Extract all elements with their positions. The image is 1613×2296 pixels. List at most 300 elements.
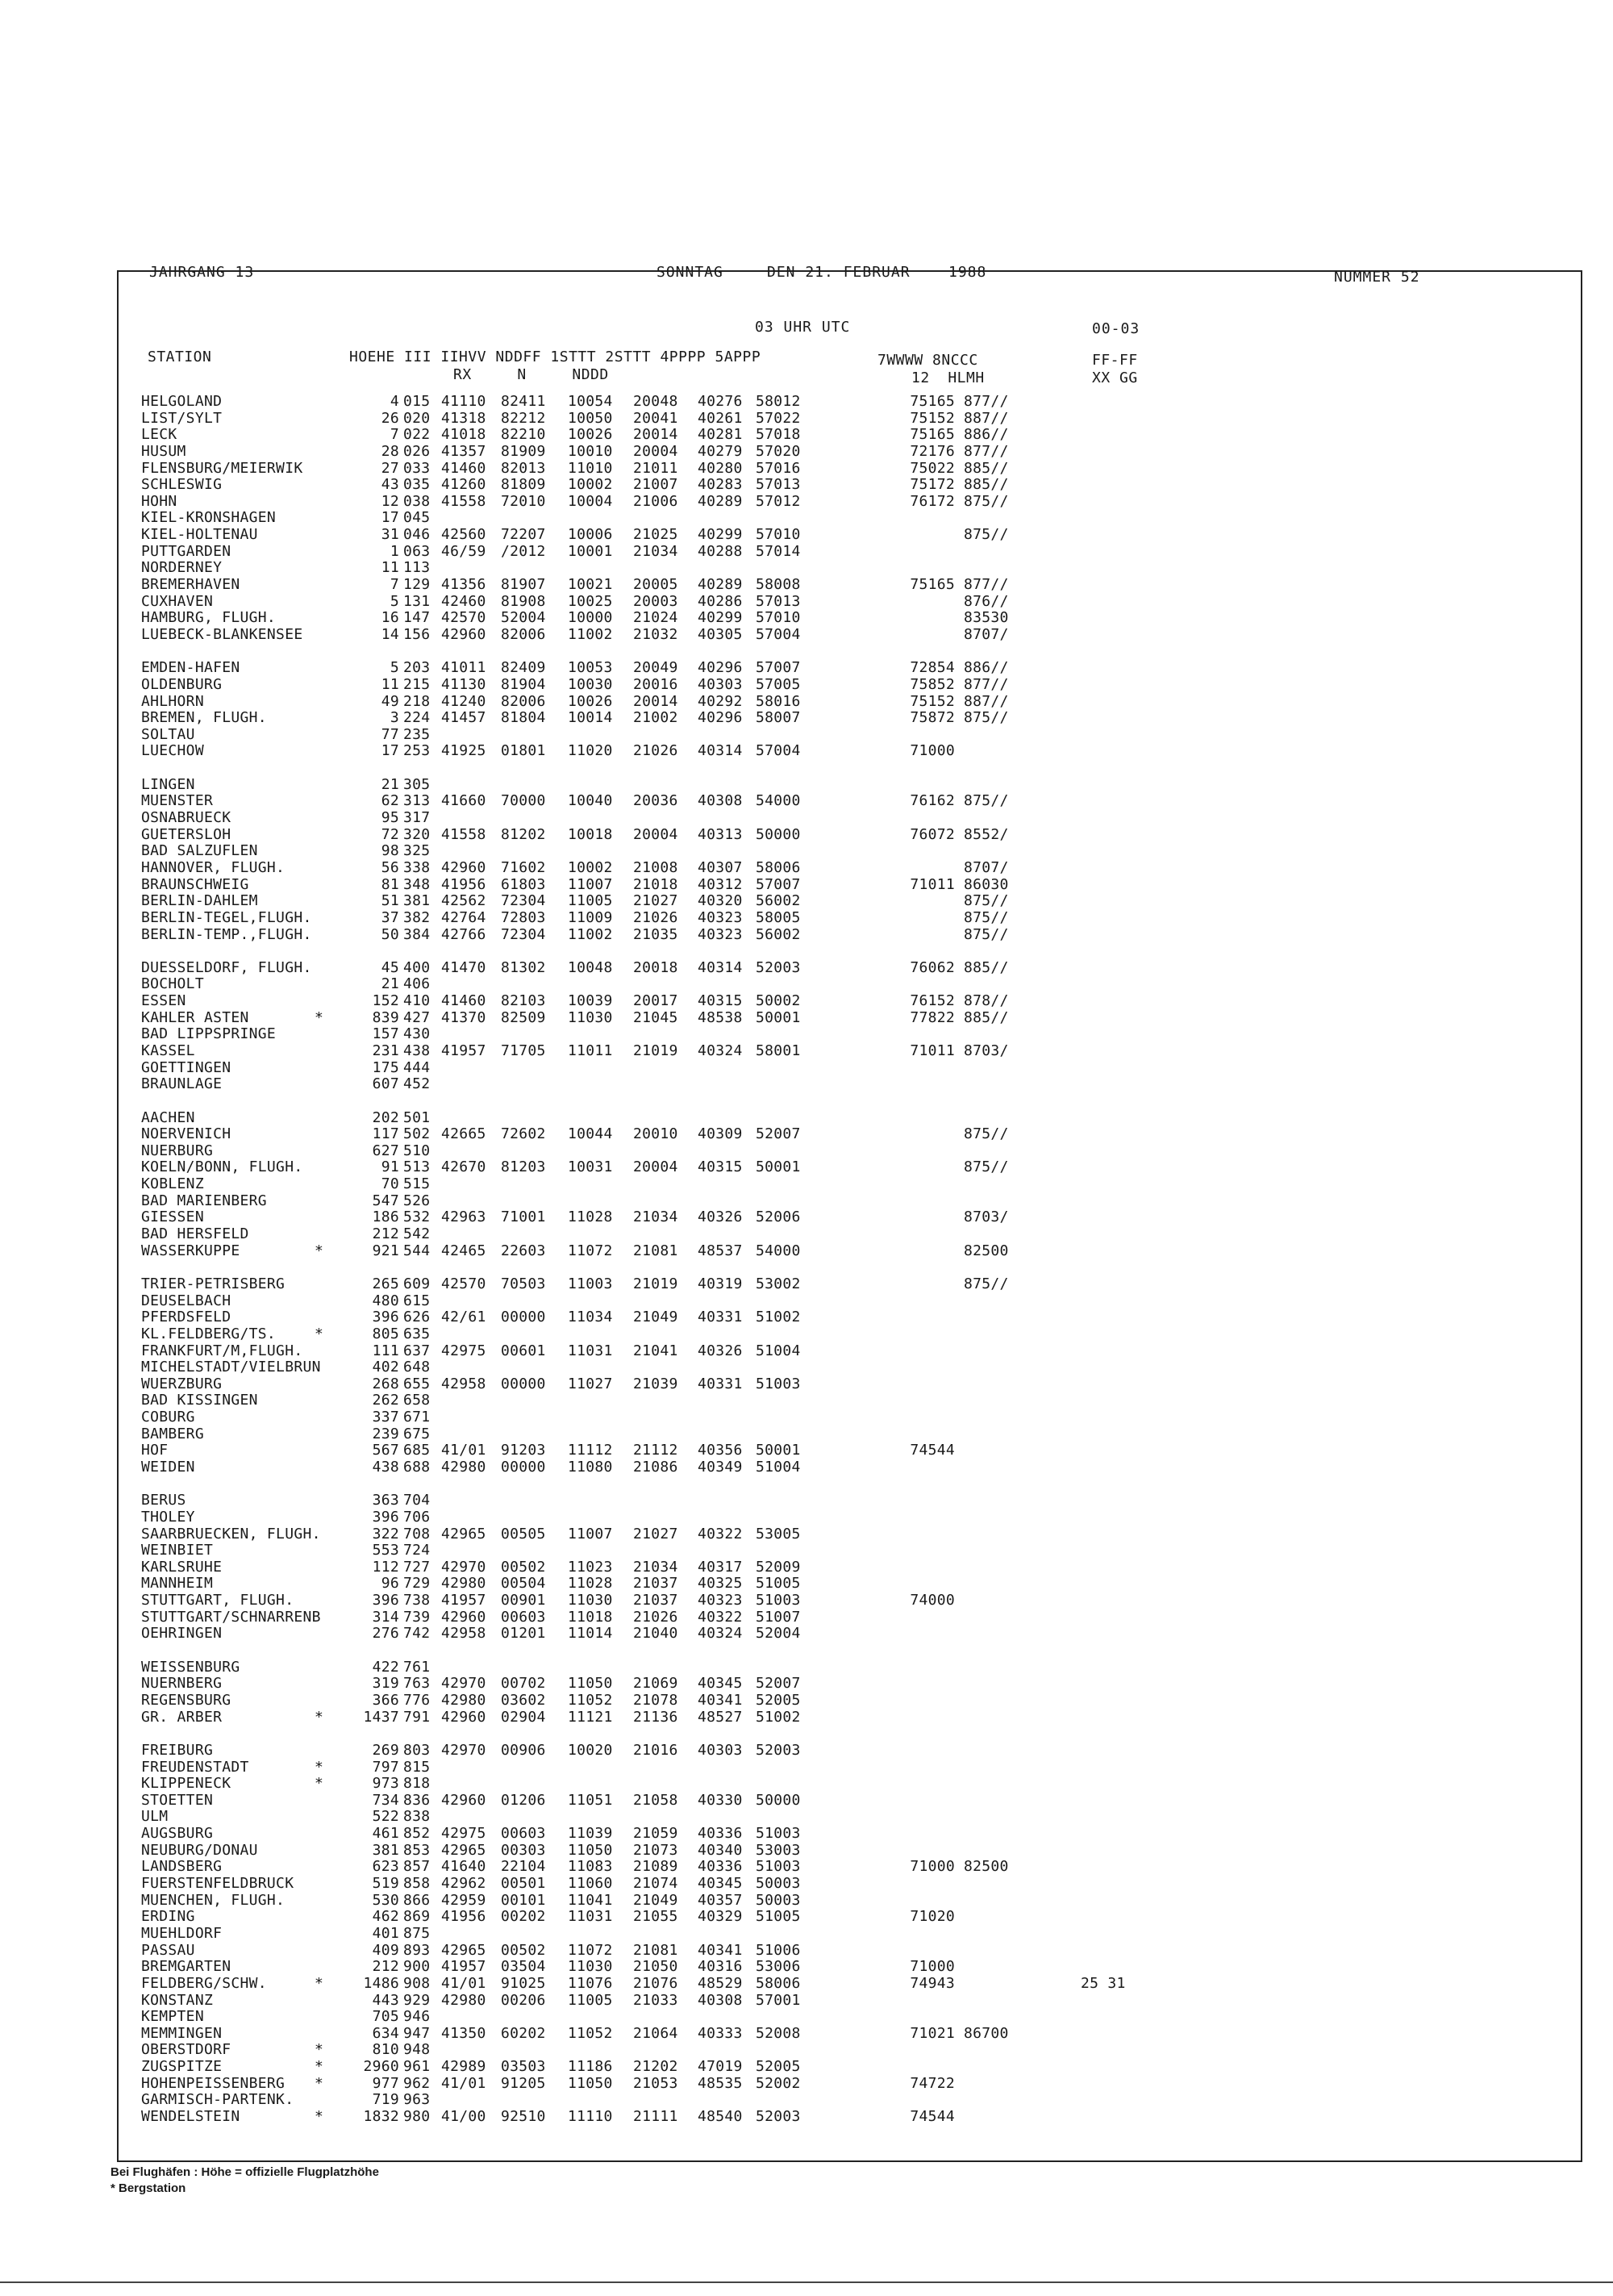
observation-group: 42766 <box>441 925 486 943</box>
observation-group: 10030 <box>568 675 613 693</box>
station-elevation: 719 <box>372 2091 399 2109</box>
station-name: FLENSBURG/MEIERWIK <box>141 459 303 477</box>
observation-group: 40341 <box>698 1941 743 1959</box>
group-spacer <box>141 1643 1561 1659</box>
station-index: 510 <box>403 1142 431 1159</box>
cloud-group: 885// <box>964 958 1009 976</box>
station-name: KIEL-HOLTENAU <box>141 526 258 544</box>
observation-group: 51007 <box>756 1608 801 1626</box>
observation-group: 41357 <box>441 442 486 460</box>
observation-group: 02904 <box>501 1708 546 1726</box>
observation-group: 50000 <box>756 825 801 843</box>
station-index: 438 <box>403 1042 431 1059</box>
observation-group: 82006 <box>501 625 546 643</box>
station-elevation: 37 <box>381 908 399 926</box>
weather-group: 75022 <box>910 459 955 477</box>
data-columns-subheader: RX N NDDD <box>453 366 609 383</box>
observation-group: 40309 <box>698 1125 743 1143</box>
station-elevation: 1832 <box>363 2107 399 2125</box>
station-name: WEISSENBURG <box>141 1658 240 1676</box>
observation-group: 42970 <box>441 1558 486 1576</box>
station-elevation: 547 <box>372 1192 399 1209</box>
observation-group: 41240 <box>441 692 486 710</box>
observation-group: 11083 <box>568 1858 613 1876</box>
station-name: HOF <box>141 1442 169 1459</box>
observation-group: 21058 <box>633 1791 678 1809</box>
station-elevation: 43 <box>381 476 399 494</box>
table-row <box>141 927 1561 944</box>
observation-group: 41457 <box>441 709 486 727</box>
station-elevation: 77 <box>381 725 399 743</box>
weather-group: 74943 <box>910 1974 955 1992</box>
observation-group: 40316 <box>698 1958 743 1976</box>
observation-group: 21034 <box>633 1209 678 1226</box>
observation-group: 41640 <box>441 1858 486 1876</box>
table-row <box>141 1426 1561 1443</box>
observation-group: 42960 <box>441 858 486 876</box>
table-row <box>141 660 1561 677</box>
observation-group: 57007 <box>756 875 801 893</box>
observation-group: 11121 <box>568 1708 613 1726</box>
station-index: 838 <box>403 1808 431 1826</box>
table-row <box>141 843 1561 860</box>
table-row <box>141 1559 1561 1576</box>
observation-group: 40296 <box>698 709 743 727</box>
observation-group: 21064 <box>633 2024 678 2042</box>
observation-group: 53003 <box>756 1841 801 1859</box>
station-index: 658 <box>403 1392 431 1409</box>
weather-group: 72854 <box>910 659 955 677</box>
observation-group: 10026 <box>568 692 613 710</box>
observation-group: 42958 <box>441 1625 486 1643</box>
station-index: 038 <box>403 492 431 510</box>
observation-group: 41110 <box>441 393 486 410</box>
observation-group: 00000 <box>501 1309 546 1326</box>
station-index: 532 <box>403 1209 431 1226</box>
observation-group: 42965 <box>441 1841 486 1859</box>
station-name: BREMEN, FLUGH. <box>141 709 267 727</box>
station-name: DUESSELDORF, FLUGH. <box>141 958 312 976</box>
cloud-group: 887// <box>964 409 1009 427</box>
observation-group: 42670 <box>441 1158 486 1176</box>
station-name: BERLIN-DAHLEM <box>141 892 258 910</box>
station-index: 729 <box>403 1575 431 1593</box>
observation-group: 40289 <box>698 492 743 510</box>
station-name: WENDELSTEIN <box>141 2107 240 2125</box>
weather-columns-subheader: 12 HLMH <box>911 369 985 386</box>
station-index: 836 <box>403 1791 431 1809</box>
station-name: HOHENPEISSENBERG <box>141 2074 286 2092</box>
station-elevation: 50 <box>381 925 399 943</box>
station-name: KLIPPENECK <box>141 1775 231 1793</box>
station-index: 515 <box>403 1175 431 1193</box>
station-name: HUSUM <box>141 442 186 460</box>
observation-group: 41260 <box>441 476 486 494</box>
table-row <box>141 2009 1561 2026</box>
station-elevation: 322 <box>372 1525 399 1542</box>
weather-group: 74000 <box>910 1592 955 1609</box>
observation-group: 11011 <box>568 1042 613 1059</box>
observation-group: 20048 <box>633 393 678 410</box>
cloud-group: 877// <box>964 442 1009 460</box>
observation-group: 82210 <box>501 426 546 444</box>
station-elevation: 96 <box>381 1575 399 1593</box>
station-elevation: 98 <box>381 842 399 860</box>
station-elevation: 314 <box>372 1608 399 1626</box>
observation-group: 40331 <box>698 1375 743 1392</box>
cloud-group: 877// <box>964 393 1009 410</box>
station-elevation: 530 <box>372 1891 399 1909</box>
observation-group: 58006 <box>756 1974 801 1992</box>
station-elevation: 27 <box>381 459 399 477</box>
observation-group: 57004 <box>756 742 801 760</box>
cloud-group: 876// <box>964 592 1009 610</box>
observation-group: 11030 <box>568 1958 613 1976</box>
observation-group: 52006 <box>756 1209 801 1226</box>
observation-group: 11002 <box>568 625 613 643</box>
observation-group: 11020 <box>568 742 613 760</box>
station-elevation: 5 <box>390 659 399 677</box>
observation-group: 11027 <box>568 1375 613 1392</box>
observation-group: 40326 <box>698 1342 743 1359</box>
observation-group: 57022 <box>756 409 801 427</box>
observation-group: 42960 <box>441 625 486 643</box>
group-spacer <box>141 1476 1561 1493</box>
observation-group: 10001 <box>568 542 613 560</box>
weather-group: 75172 <box>910 476 955 494</box>
table-row <box>141 827 1561 844</box>
weather-group: 71011 <box>910 1042 955 1059</box>
table-row <box>141 1743 1561 1760</box>
observation-group: 57007 <box>756 659 801 677</box>
table-row <box>141 1243 1561 1260</box>
cloud-group: 875// <box>964 908 1009 926</box>
station-index: 818 <box>403 1775 431 1793</box>
table-row <box>141 1143 1561 1160</box>
mountain-station-marker: * <box>315 2074 324 2092</box>
table-row <box>141 2109 1561 2126</box>
observation-group: 42665 <box>441 1125 486 1143</box>
station-name: KOBLENZ <box>141 1175 204 1193</box>
observation-group: 42989 <box>441 2058 486 2076</box>
weather-group: 77822 <box>910 1008 955 1026</box>
observation-group: 41470 <box>441 958 486 976</box>
observation-group: 41957 <box>441 1958 486 1976</box>
observation-group: 21089 <box>633 1858 678 1876</box>
observation-group: 11010 <box>568 459 613 477</box>
station-name: NEUBURG/DONAU <box>141 1841 258 1859</box>
station-name: WASSERKUPPE <box>141 1242 240 1259</box>
observation-group: 40313 <box>698 825 743 843</box>
observation-group: 40336 <box>698 1858 743 1876</box>
observation-group: 57016 <box>756 459 801 477</box>
wind-columns-subheader: XX GG <box>1092 369 1138 386</box>
table-row <box>141 1509 1561 1526</box>
observation-group: 50003 <box>756 1875 801 1893</box>
observation-group: 21019 <box>633 1275 678 1292</box>
station-name: OSNABRUECK <box>141 809 231 827</box>
station-elevation: 805 <box>372 1325 399 1342</box>
cloud-group: 875// <box>964 925 1009 943</box>
observation-group: 52009 <box>756 1558 801 1576</box>
station-name: BAD LIPPSPRINGE <box>141 1025 277 1043</box>
observation-group: 01201 <box>501 1625 546 1643</box>
observation-group: 72207 <box>501 526 546 544</box>
station-index: 203 <box>403 659 431 677</box>
observation-group: 42960 <box>441 1608 486 1626</box>
observation-group: 40324 <box>698 1625 743 1643</box>
observation-group: 58008 <box>756 576 801 594</box>
observation-group: 51002 <box>756 1309 801 1326</box>
observation-group: 40322 <box>698 1608 743 1626</box>
observation-group: 11002 <box>568 925 613 943</box>
station-elevation: 567 <box>372 1442 399 1459</box>
weather-group: 71000 <box>910 1958 955 1976</box>
station-elevation: 973 <box>372 1775 399 1793</box>
table-row <box>141 1409 1561 1426</box>
table-row <box>141 1693 1561 1709</box>
observation-group: 40322 <box>698 1525 743 1542</box>
table-row <box>141 910 1561 927</box>
observation-group: 40323 <box>698 908 743 926</box>
table-row <box>141 793 1561 810</box>
mountain-station-marker: * <box>315 1974 324 1992</box>
observation-group: 81804 <box>501 709 546 727</box>
observation-group: 42980 <box>441 1575 486 1593</box>
station-elevation: 95 <box>381 809 399 827</box>
station-name: BAMBERG <box>141 1425 204 1442</box>
cloud-group: 875// <box>964 526 1009 544</box>
station-elevation: 268 <box>372 1375 399 1392</box>
observation-group: 40289 <box>698 576 743 594</box>
observation-group: 11007 <box>568 875 613 893</box>
station-elevation: 49 <box>381 692 399 710</box>
table-row <box>141 976 1561 993</box>
observation-group: 11041 <box>568 1891 613 1909</box>
observation-group: 42460 <box>441 592 486 610</box>
observation-group: 57001 <box>756 1991 801 2009</box>
station-index: 046 <box>403 526 431 544</box>
station-elevation: 634 <box>372 2024 399 2042</box>
observation-group: 41130 <box>441 675 486 693</box>
station-index: 635 <box>403 1325 431 1342</box>
station-elevation: 627 <box>372 1142 399 1159</box>
observation-group: 57020 <box>756 442 801 460</box>
observation-group: 21006 <box>633 492 678 510</box>
observation-group: 72010 <box>501 492 546 510</box>
group-spacer <box>141 1726 1561 1743</box>
station-name: STUTTGART, FLUGH. <box>141 1592 294 1609</box>
station-name: OEHRINGEN <box>141 1625 223 1643</box>
table-row <box>141 1343 1561 1360</box>
station-index: 853 <box>403 1841 431 1859</box>
observation-group: 51002 <box>756 1708 801 1726</box>
station-elevation: 157 <box>372 1025 399 1043</box>
observation-group: 50002 <box>756 992 801 1010</box>
observation-group: 58016 <box>756 692 801 710</box>
station-name: SOLTAU <box>141 725 195 743</box>
station-index: 045 <box>403 509 431 527</box>
observation-group: 11005 <box>568 1991 613 2009</box>
weather-group: 75152 <box>910 409 955 427</box>
observation-group: 50001 <box>756 1442 801 1459</box>
observation-group: 11110 <box>568 2107 613 2125</box>
station-index: 908 <box>403 1974 431 1992</box>
observation-group: 72304 <box>501 892 546 910</box>
table-row <box>141 1526 1561 1543</box>
weather-group: 76162 <box>910 792 955 810</box>
station-index: 857 <box>403 1858 431 1876</box>
station-index: 526 <box>403 1192 431 1209</box>
table-row <box>141 1760 1561 1776</box>
observation-group: 10026 <box>568 426 613 444</box>
observation-group: 52008 <box>756 2024 801 2042</box>
station-index: 129 <box>403 576 431 594</box>
table-row <box>141 1926 1561 1943</box>
station-index: 501 <box>403 1108 431 1126</box>
station-name: FRANKFURT/M,FLUGH. <box>141 1342 303 1359</box>
cloud-group: 875// <box>964 792 1009 810</box>
observation-group: 92510 <box>501 2107 546 2125</box>
station-elevation: 16 <box>381 609 399 627</box>
station-elevation: 17 <box>381 509 399 527</box>
station-name: MUENCHEN, FLUGH. <box>141 1891 286 1909</box>
observation-group: 81202 <box>501 825 546 843</box>
station-elevation: 186 <box>372 1209 399 1226</box>
station-elevation: 7 <box>390 576 399 594</box>
observation-group: 11005 <box>568 892 613 910</box>
table-row <box>141 1609 1561 1626</box>
observation-group: 41558 <box>441 492 486 510</box>
observation-group: 20005 <box>633 576 678 594</box>
station-name: BOCHOLT <box>141 975 204 993</box>
station-index: 015 <box>403 393 431 410</box>
station-elevation: 12 <box>381 492 399 510</box>
table-row <box>141 1593 1561 1609</box>
observation-group: 52007 <box>756 1675 801 1693</box>
observation-group: 57010 <box>756 526 801 544</box>
observation-group: 21040 <box>633 1625 678 1643</box>
station-index: 430 <box>403 1025 431 1043</box>
table-row <box>141 1309 1561 1326</box>
weather-group: 71020 <box>910 1908 955 1926</box>
table-row <box>141 1226 1561 1243</box>
group-spacer <box>141 760 1561 777</box>
observation-group: 11018 <box>568 1608 613 1626</box>
station-elevation: 480 <box>372 1292 399 1309</box>
station-index: 708 <box>403 1525 431 1542</box>
station-index: 384 <box>403 925 431 943</box>
station-elevation: 1486 <box>363 1974 399 1992</box>
station-elevation: 26 <box>381 409 399 427</box>
station-elevation: 21 <box>381 775 399 793</box>
observation-group: 11009 <box>568 908 613 926</box>
observation-group: 20016 <box>633 675 678 693</box>
observation-group: 48527 <box>698 1708 743 1726</box>
observation-group: 00000 <box>501 1375 546 1392</box>
station-index: 035 <box>403 476 431 494</box>
observation-group: 11030 <box>568 1592 613 1609</box>
table-row <box>141 427 1561 444</box>
station-name: AHLHORN <box>141 692 204 710</box>
observation-group: 21033 <box>633 1991 678 2009</box>
station-elevation: 45 <box>381 958 399 976</box>
observation-group: 51005 <box>756 1908 801 1926</box>
station-name: SAARBRUECKEN, FLUGH. <box>141 1525 321 1542</box>
station-name: LIST/SYLT <box>141 409 223 427</box>
observation-group: 41957 <box>441 1042 486 1059</box>
observation-group: 21041 <box>633 1342 678 1359</box>
station-name: HAMBURG, FLUGH. <box>141 609 277 627</box>
station-index: 648 <box>403 1359 431 1376</box>
observation-group: 41956 <box>441 875 486 893</box>
observation-group: 81302 <box>501 958 546 976</box>
table-row <box>141 1209 1561 1226</box>
mountain-station-marker: * <box>315 2107 324 2125</box>
cloud-group: 875// <box>964 709 1009 727</box>
observation-group: 01206 <box>501 1791 546 1809</box>
observation-group: 40345 <box>698 1875 743 1893</box>
observation-group: 40281 <box>698 426 743 444</box>
observation-group: 40345 <box>698 1675 743 1693</box>
table-row <box>141 1959 1561 1976</box>
group-spacer <box>141 644 1561 661</box>
station-elevation: 3 <box>390 709 399 727</box>
observation-group: 11050 <box>568 2074 613 2092</box>
observation-group: 42960 <box>441 1791 486 1809</box>
period-label: 00-03 <box>1092 320 1140 337</box>
observation-group: 40307 <box>698 858 743 876</box>
table-row <box>141 1943 1561 1960</box>
cloud-group: 8552/ <box>964 825 1009 843</box>
station-elevation: 276 <box>372 1625 399 1643</box>
station-name: THOLEY <box>141 1508 195 1526</box>
observation-group: 52003 <box>756 1741 801 1759</box>
station-index: 685 <box>403 1442 431 1459</box>
observation-group: 00603 <box>501 1825 546 1843</box>
station-elevation: 1437 <box>363 1708 399 1726</box>
observation-group: 51003 <box>756 1858 801 1876</box>
observation-group: 20049 <box>633 659 678 677</box>
observation-group: 11076 <box>568 1974 613 1992</box>
station-elevation: 381 <box>372 1841 399 1859</box>
station-elevation: 72 <box>381 825 399 843</box>
station-index: 858 <box>403 1875 431 1893</box>
observation-group: 42980 <box>441 1459 486 1476</box>
station-name: GR. ARBER <box>141 1708 223 1726</box>
station-name: LINGEN <box>141 775 195 793</box>
observation-group: 40315 <box>698 992 743 1010</box>
station-elevation: 265 <box>372 1275 399 1292</box>
station-index: 675 <box>403 1425 431 1442</box>
observation-group: 10053 <box>568 659 613 677</box>
observation-group: 57014 <box>756 542 801 560</box>
observation-group: 00906 <box>501 1741 546 1759</box>
observation-group: 71001 <box>501 1209 546 1226</box>
cloud-group: 875// <box>964 1275 1009 1292</box>
observation-group: 21055 <box>633 1908 678 1926</box>
observation-group: 11072 <box>568 1941 613 1959</box>
observation-group: 42963 <box>441 1209 486 1226</box>
observation-group: 10000 <box>568 609 613 627</box>
station-name: REGENSBURG <box>141 1691 231 1709</box>
observation-group: 21008 <box>633 858 678 876</box>
station-elevation: 56 <box>381 858 399 876</box>
observation-group: 20010 <box>633 1125 678 1143</box>
observation-group: 21026 <box>633 908 678 926</box>
observation-group: 10039 <box>568 992 613 1010</box>
station-name: GARMISCH-PARTENK. <box>141 2091 294 2109</box>
